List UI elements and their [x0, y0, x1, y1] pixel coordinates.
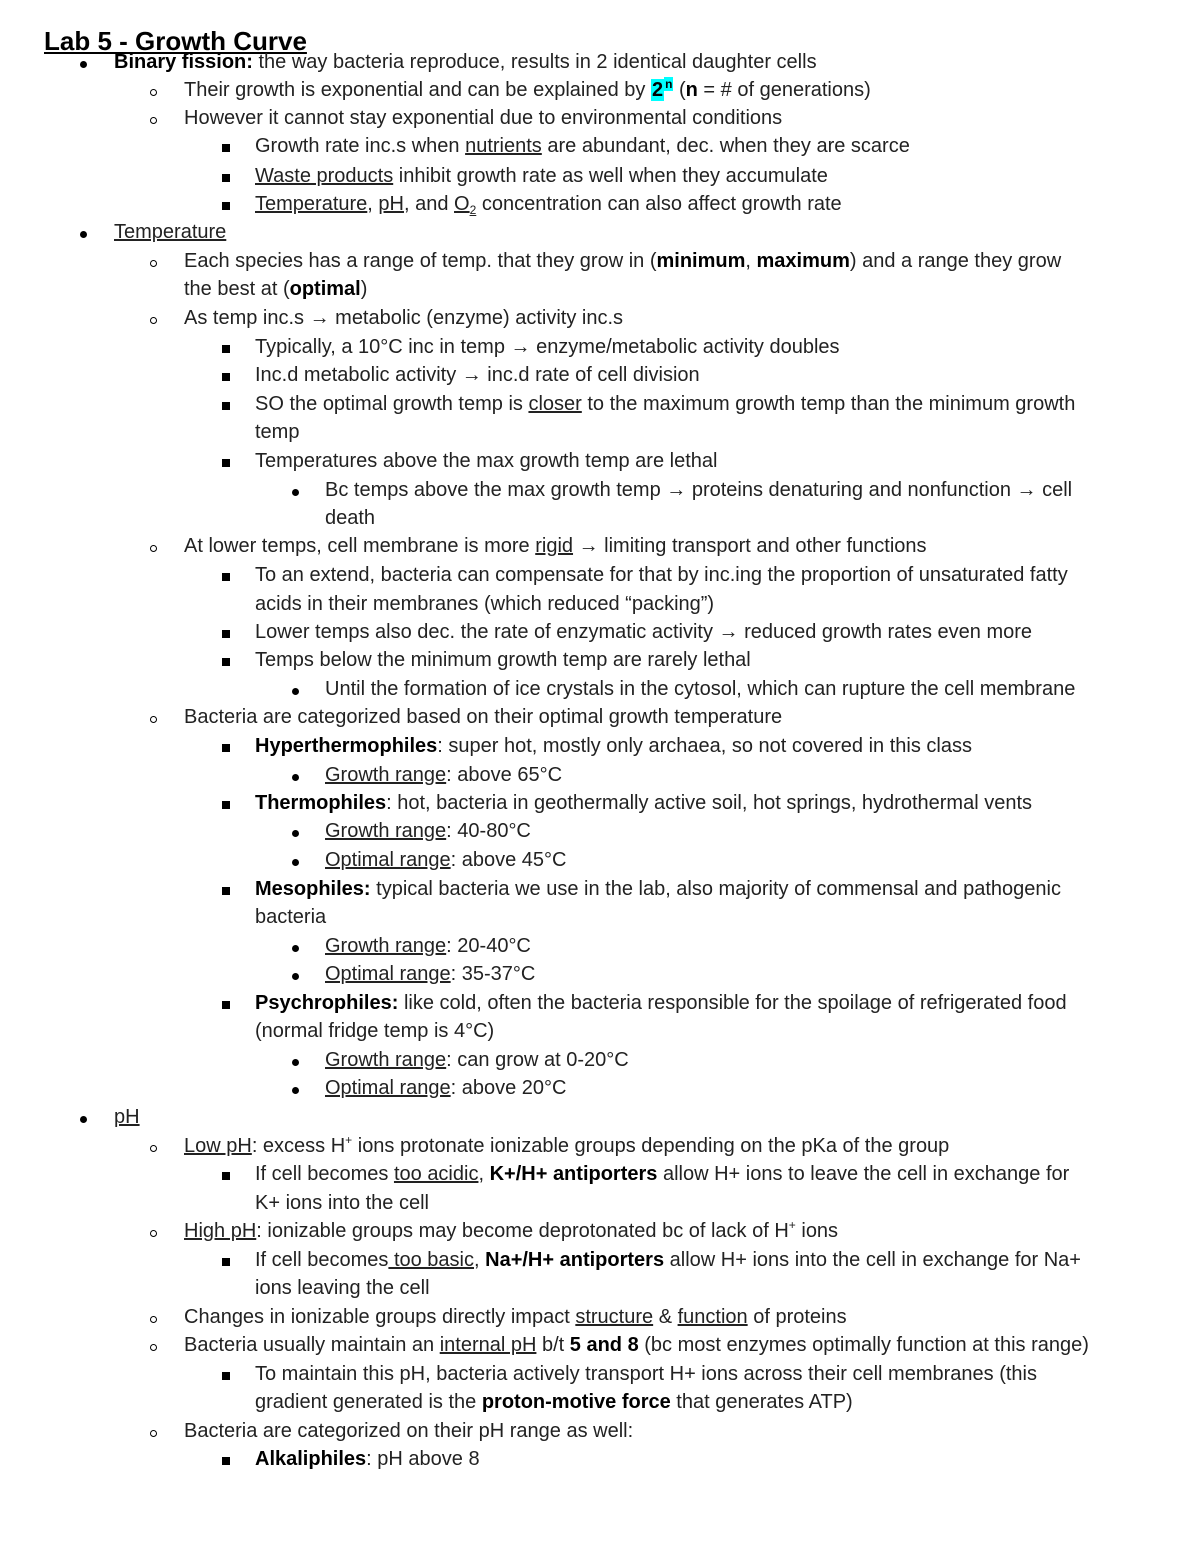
bold-term: proton-motive force [481, 1391, 671, 1413]
underlined-term: Optimal range [325, 849, 451, 871]
underlined-term: rigid [535, 535, 574, 557]
text-run: , [478, 1163, 490, 1185]
square-bullet-icon [222, 875, 230, 903]
bold-term: 5 and 8 [569, 1334, 639, 1356]
underlined-term: O [454, 193, 470, 215]
text-run: Until the formation of ice crystals in the cytosol, which can rupture the cell membrane [325, 678, 1076, 700]
text-run: allow H+ ions into the cell in exchange for Na+ [664, 1249, 1081, 1271]
outline-line-level-4 [325, 1046, 629, 1074]
circle-bullet-icon [150, 1417, 157, 1445]
text-run: : above 65°C [446, 764, 563, 786]
underlined-term: Low pH [184, 1135, 252, 1157]
outline-line-level-3 [255, 590, 714, 618]
outline-line-level-3 [255, 333, 840, 361]
outline-line-level-4 [325, 846, 566, 874]
outline-line-level-4 [325, 1074, 566, 1102]
outline-line-level-3 [255, 789, 1032, 817]
text-run: SO the optimal growth temp is [255, 393, 529, 415]
outline-line-level-3 [255, 561, 1068, 589]
bold-term: n [685, 79, 698, 101]
circle-bullet-icon [150, 104, 157, 132]
outline-line-level-3 [255, 1274, 430, 1302]
text-run: : 35-37°C [450, 963, 536, 985]
highlighted-term: 2 [651, 79, 664, 101]
underlined-term: too basic [388, 1249, 474, 1271]
square-bullet-icon [222, 162, 230, 190]
text-run: : 20-40°C [446, 935, 531, 957]
bold-term: maximum [756, 250, 850, 272]
bold-term: Binary fission: [114, 51, 253, 73]
disc-bullet-icon [80, 218, 87, 246]
text-run: Lower temps also dec. the rate of enzymatic activity → reduced growth rates even more [255, 621, 1033, 643]
underlined-term: closer [528, 393, 582, 415]
underlined-term: pH [378, 193, 404, 215]
outline-line-level-3 [255, 989, 1067, 1017]
disc-bullet-icon [292, 1046, 299, 1074]
disc-bullet-icon [292, 960, 299, 988]
square-bullet-icon [222, 1246, 230, 1274]
disc-bullet-icon [292, 932, 299, 960]
underlined-term: Waste products [255, 165, 394, 187]
square-bullet-icon [222, 1160, 230, 1188]
text-run: : above 20°C [450, 1077, 567, 1099]
outline-line-level-3 [255, 1160, 1069, 1188]
outline-line-level-2 [184, 1331, 1089, 1359]
text-run: (bc most enzymes optimally function at this range) [638, 1334, 1089, 1356]
text-run: : hot, bacteria in geothermally active soil, hot springs, hydrothermal vents [386, 792, 1033, 814]
outline-line-level-2 [184, 104, 782, 132]
circle-bullet-icon [150, 304, 157, 332]
text-run: of proteins [747, 1306, 847, 1328]
underlined-term: Temperature [255, 193, 368, 215]
outline-line-level-2 [184, 1217, 838, 1245]
circle-bullet-icon [150, 1217, 157, 1245]
bold-term: optimal [289, 278, 361, 300]
circle-bullet-icon [150, 76, 157, 104]
text-run: to the maximum growth temp than the minimum growth [581, 393, 1076, 415]
disc-bullet-icon [80, 1103, 87, 1131]
square-bullet-icon [222, 732, 230, 760]
circle-bullet-icon [150, 247, 157, 275]
disc-bullet-icon [292, 817, 299, 845]
underlined-term: Optimal range [325, 963, 451, 985]
underlined-term: function [677, 1306, 748, 1328]
text-run: ions protonate ionizable groups depending on the pKa of the group [352, 1135, 950, 1157]
outline-line-level-4 [325, 675, 1075, 703]
text-run: acids in their membranes (which reduced “packing”) [255, 593, 715, 615]
square-bullet-icon [222, 561, 230, 589]
text-run: are abundant, dec. when they are scarce [541, 135, 910, 157]
outline-line-level-3 [255, 1388, 853, 1416]
underlined-term: Growth range [325, 764, 447, 786]
outline-line-level-2 [184, 1303, 847, 1331]
text-run: like cold, often the bacteria responsible for the spoilage of refrigerated food [398, 992, 1067, 1014]
outline-line-level-1 [114, 1103, 140, 1131]
outline-line-level-1 [114, 48, 817, 76]
text-run: = # of generations) [697, 79, 871, 101]
bold-term: Thermophiles [255, 792, 387, 814]
outline-line-level-4 [325, 504, 375, 532]
disc-bullet-icon [80, 48, 87, 76]
bold-term: K+/H+ antiporters [489, 1163, 658, 1185]
text-run: bacteria [255, 906, 327, 928]
page-title: Lab 5 - Growth Curve [44, 26, 307, 56]
outline-line-level-3 [255, 1445, 480, 1473]
text-run: If cell becomes [255, 1163, 394, 1185]
outline-line-level-2 [184, 275, 367, 303]
text-run: Growth rate inc.s when [255, 135, 466, 157]
superscript: + [788, 1218, 796, 1232]
superscript: n [665, 77, 673, 91]
text-run: (normal fridge temp is 4°C) [255, 1020, 495, 1042]
underlined-term: internal pH [439, 1334, 537, 1356]
disc-bullet-icon [292, 1074, 299, 1102]
text-run: : super hot, mostly only archaea, so not covered in this class [437, 735, 972, 757]
outline-line-level-3 [255, 875, 1061, 903]
text-run: ions leaving the cell [255, 1277, 430, 1299]
underlined-term: pH [114, 1106, 140, 1128]
disc-bullet-icon [292, 675, 299, 703]
bold-term: Mesophiles: [255, 878, 371, 900]
square-bullet-icon [222, 1445, 230, 1473]
outline-line-level-3 [255, 132, 910, 160]
bold-term: Alkaliphiles [255, 1448, 367, 1470]
outline-line-level-4 [325, 817, 531, 845]
circle-bullet-icon [150, 1303, 157, 1331]
bold-term: Psychrophiles: [255, 992, 399, 1014]
text-run: Inc.d metabolic activity → inc.d rate of cell division [255, 364, 700, 386]
text-run: To an extend, bacteria can compensate for that by inc.ing the proportion of unsaturated fatty [255, 564, 1068, 586]
bold-term: Hyperthermophiles [255, 735, 438, 757]
disc-bullet-icon [292, 846, 299, 874]
text-run: Their growth is exponential and can be explained by [184, 79, 651, 101]
text-run: : pH above 8 [366, 1448, 480, 1470]
text-run: Bacteria usually maintain an [184, 1334, 440, 1356]
text-run: Temperatures above the max growth temp are lethal [255, 450, 718, 472]
outline-line-level-3 [255, 390, 1075, 418]
outline-line-level-2 [184, 1417, 633, 1445]
outline-line-level-3 [255, 1189, 429, 1217]
text-run: & [653, 1306, 678, 1328]
text-run: ) [360, 278, 368, 300]
outline-line-level-3 [255, 732, 972, 760]
text-run: → limiting transport and other functions [573, 535, 927, 557]
outline-line-level-2 [184, 703, 782, 731]
text-run: , [367, 193, 379, 215]
outline-line-level-3 [255, 1246, 1081, 1274]
text-run: : ionizable groups may become deprotonated bc of lack of H [256, 1220, 789, 1242]
underlined-term: Growth range [325, 1049, 447, 1071]
text-run: , and [403, 193, 455, 215]
text-run: : can grow at 0-20°C [446, 1049, 629, 1071]
outline-line-level-3 [255, 618, 1032, 646]
bold-term: Na+/H+ antiporters [485, 1249, 665, 1271]
circle-bullet-icon [150, 1331, 157, 1359]
text-run: gradient generated is the [255, 1391, 482, 1413]
text-run: concentration can also affect growth rate [476, 193, 842, 215]
text-run: Bacteria are categorized based on their optimal growth temperature [184, 706, 783, 728]
text-run: Typically, a 10°C inc in temp → enzyme/metabolic activity doubles [255, 336, 840, 358]
outline-line-level-2 [184, 1132, 949, 1160]
text-run: the best at ( [184, 278, 290, 300]
square-bullet-icon [222, 989, 230, 1017]
underlined-term: structure [575, 1306, 654, 1328]
outline-line-level-1 [114, 218, 226, 246]
outline-line-level-3 [255, 1017, 494, 1045]
outline-line-level-4 [325, 476, 1072, 504]
square-bullet-icon [222, 646, 230, 674]
text-run: As temp inc.s → metabolic (enzyme) activity inc.s [184, 307, 624, 329]
underlined-term: Growth range [325, 935, 447, 957]
circle-bullet-icon [150, 703, 157, 731]
outline-line-level-3 [255, 162, 828, 190]
square-bullet-icon [222, 447, 230, 475]
outline-line-level-3 [255, 903, 326, 931]
text-run: temp [255, 421, 300, 443]
text-run: Each species has a range of temp. that they grow in ( [184, 250, 657, 272]
outline-line-level-4 [325, 932, 531, 960]
text-run: Temps below the minimum growth temp are rarely lethal [255, 649, 751, 671]
square-bullet-icon [222, 361, 230, 389]
square-bullet-icon [222, 1360, 230, 1388]
text-run: However it cannot stay exponential due to environmental conditions [184, 107, 783, 129]
text-run: ( [673, 79, 686, 101]
text-run: Changes in ionizable groups directly impact [184, 1306, 576, 1328]
square-bullet-icon [222, 390, 230, 418]
square-bullet-icon [222, 333, 230, 361]
text-run: : 40-80°C [446, 820, 531, 842]
outline-line-level-4 [325, 761, 562, 789]
outline-line-level-2 [184, 532, 927, 560]
text-run: allow H+ ions to leave the cell in exchange for [657, 1163, 1070, 1185]
square-bullet-icon [222, 618, 230, 646]
outline-line-level-2 [184, 304, 623, 332]
text-run: : excess H [251, 1135, 346, 1157]
outline-line-level-3 [255, 1360, 1037, 1388]
text-run: : above 45°C [450, 849, 567, 871]
circle-bullet-icon [150, 1132, 157, 1160]
text-run: If cell becomes [255, 1249, 389, 1271]
text-run: typical bacteria we use in the lab, also majority of commensal and pathogenic [370, 878, 1061, 900]
circle-bullet-icon [150, 532, 157, 560]
underlined-term: Temperature [114, 221, 227, 243]
text-run: ) and a range they grow [849, 250, 1062, 272]
text-run: inhibit growth rate as well when they accumulate [393, 165, 828, 187]
outline-line-level-3 [255, 447, 717, 475]
outline-line-level-3 [255, 646, 751, 674]
outline-line-level-3 [255, 361, 700, 389]
text-run: , [474, 1249, 486, 1271]
text-run: that generates ATP) [670, 1391, 853, 1413]
text-run: Bc temps above the max growth temp → proteins denaturing and nonfunction → cell [325, 479, 1073, 501]
outline-line-level-2 [184, 76, 871, 104]
text-run: ions [795, 1220, 839, 1242]
underlined-term: nutrients [465, 135, 542, 157]
bold-term: minimum [656, 250, 746, 272]
underlined-term: Growth range [325, 820, 447, 842]
square-bullet-icon [222, 789, 230, 817]
underlined-term: High pH [184, 1220, 257, 1242]
text-run: , [745, 250, 757, 272]
subscript: 2 [469, 203, 477, 217]
disc-bullet-icon [292, 761, 299, 789]
text-run: K+ ions into the cell [255, 1192, 429, 1214]
outline-line-level-2 [184, 247, 1061, 275]
square-bullet-icon [222, 190, 230, 218]
underlined-term: too acidic [393, 1163, 479, 1185]
outline-line-level-4 [325, 960, 535, 988]
disc-bullet-icon [292, 476, 299, 504]
text-run: Bacteria are categorized on their pH range as well: [184, 1420, 634, 1442]
superscript: + [345, 1133, 353, 1147]
text-run: To maintain this pH, bacteria actively transport H+ ions across their cell membranes (this [255, 1363, 1037, 1385]
text-run: At lower temps, cell membrane is more [184, 535, 536, 557]
outline-line-level-3 [255, 190, 842, 218]
text-run: the way bacteria reproduce, results in 2 identical daughter cells [252, 51, 817, 73]
text-run: b/t [536, 1334, 570, 1356]
outline-line-level-3 [255, 418, 299, 446]
text-run: death [325, 507, 376, 529]
underlined-term: Optimal range [325, 1077, 451, 1099]
square-bullet-icon [222, 132, 230, 160]
